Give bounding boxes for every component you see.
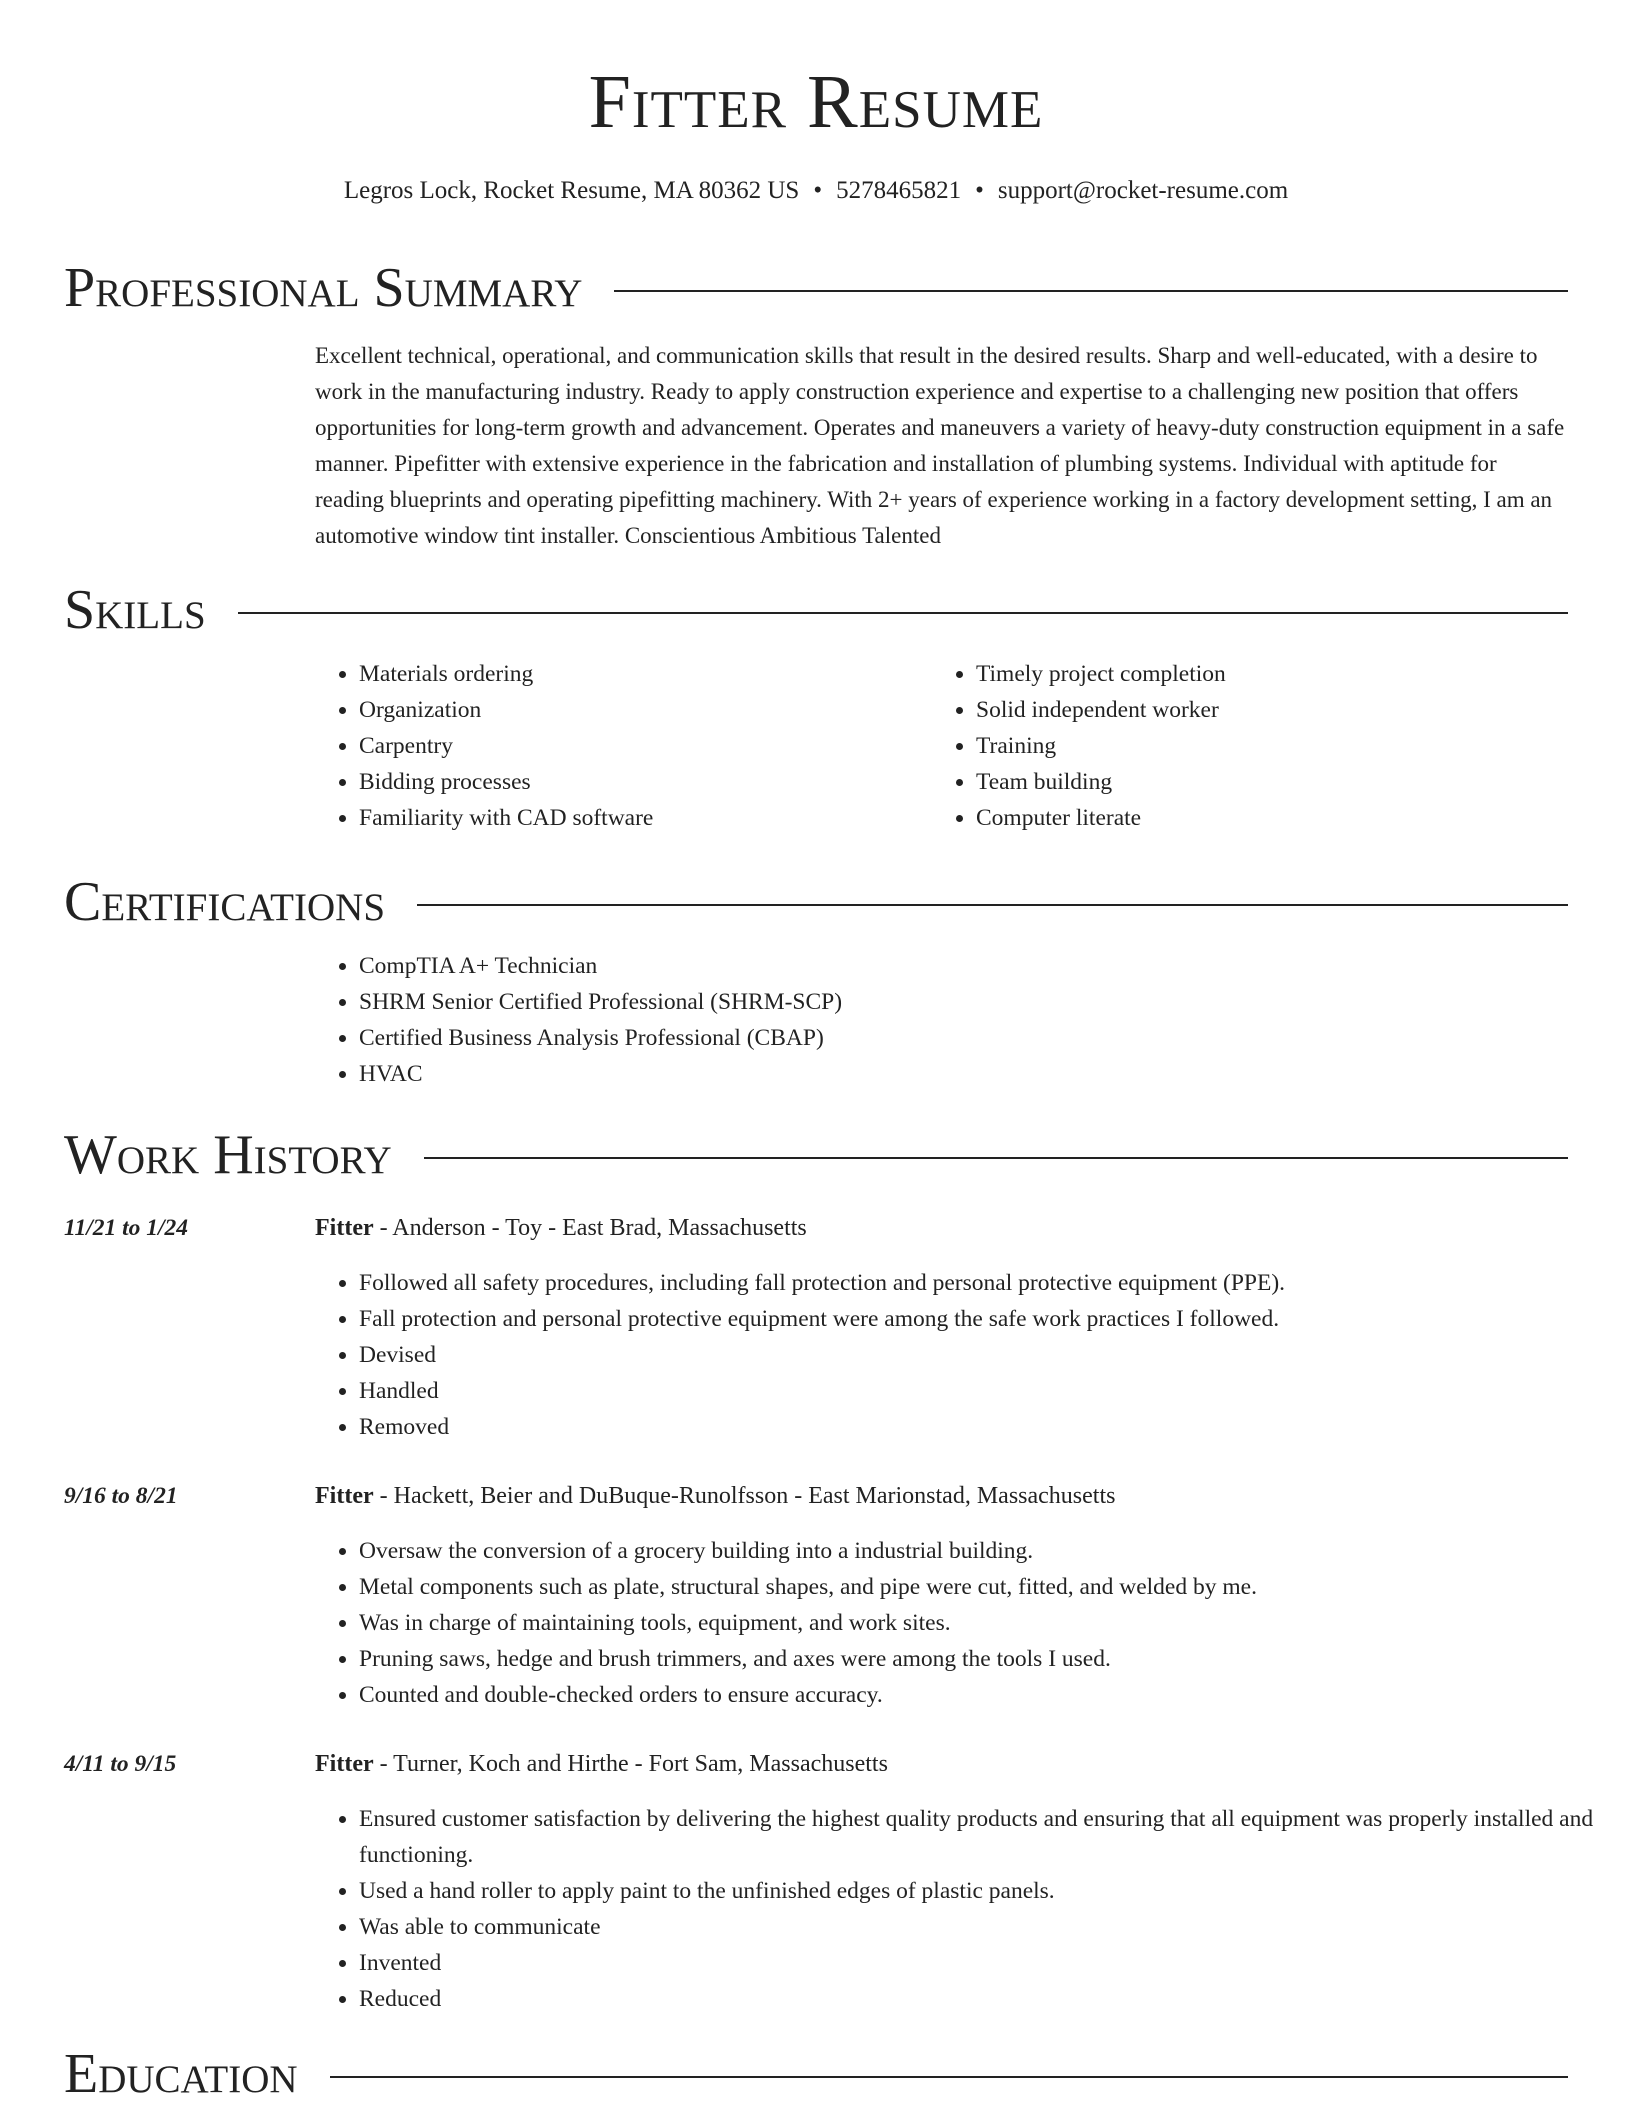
job-role: Fitter — [315, 1751, 374, 1777]
resume-title: Fitter Resume — [588, 60, 1044, 144]
section-header-summary — [64, 256, 1568, 320]
skill-item: • Familiarity with CAD software — [359, 800, 959, 836]
job-title-line — [315, 1746, 1568, 1782]
skill-item: • Carpentry — [359, 728, 959, 764]
job-bullet: • Followed all safety procedures, including fall protection and personal protective equipment (PPE). — [359, 1265, 1612, 1301]
skills-list-right — [932, 656, 1606, 836]
section-header-education — [64, 2042, 1568, 2106]
section-divider — [417, 904, 1568, 906]
summary-text: Excellent technical, operational, and communication skills that result in the desired results. Sharp and well-educated, with a desire to work in the manufacturing industry. Ready to apply construction experience and expertise to a challenging new position that offers opportunities for long-term growth and advancement. Operates and maneuvers a variety of heavy-duty construction equipment in a safe manner. Pipefitter with extensive experience in the fabrication and installation of plumbing systems. Individual with aptitude for reading blueprints and operating pipefitting machinery. With 2+ years of experience working in a factory development setting, I am an automotive window tint installer. Conscientious Ambitious Talented — [315, 343, 1565, 548]
job-bullet: • Was able to communicate — [359, 1909, 1612, 1945]
skill-item: • Materials ordering — [359, 656, 959, 692]
certifications-list — [315, 948, 1612, 1092]
section-divider — [330, 2076, 1568, 2078]
contact-separator: • — [813, 177, 823, 204]
job-bullet: • Handled — [359, 1373, 1612, 1409]
job-role: Fitter — [315, 1215, 374, 1241]
contact-line — [0, 174, 1632, 208]
job-bullet: • Metal components such as plate, structural shapes, and pipe were cut, fitted, and welded by me. — [359, 1569, 1612, 1605]
job-dates: 4/11 to 9/15 — [64, 1751, 177, 1777]
skill-item: • Organization — [359, 692, 959, 728]
job-bullet: • Used a hand roller to apply paint to the unfinished edges of plastic panels. — [359, 1873, 1612, 1909]
job-bullet: • Removed — [359, 1409, 1612, 1445]
job-dates: 9/16 to 8/21 — [64, 1483, 178, 1509]
skill-item: • Computer literate — [976, 800, 1606, 836]
job-bullet: • Devised — [359, 1337, 1612, 1373]
job-bullet: • Counted and double-checked orders to ensure accuracy. — [359, 1677, 1612, 1713]
section-header-skills — [64, 578, 1568, 642]
job-bullet: • Invented — [359, 1945, 1612, 1981]
skill-item: • Timely project completion — [976, 656, 1606, 692]
skills-list-left — [315, 656, 959, 836]
job-bullet: • Was in charge of maintaining tools, equipment, and work sites. — [359, 1605, 1612, 1641]
job-title-line — [315, 1210, 1568, 1246]
job-bullet: • Reduced — [359, 1981, 1612, 2017]
job-employer-location: - Turner, Koch and Hirthe - Fort Sam, Massachusetts — [373, 1751, 888, 1777]
contact-phone: 5278465821 — [836, 177, 962, 204]
certification-item: • Certified Business Analysis Professional (CBAP) — [359, 1020, 1612, 1056]
section-divider — [614, 290, 1568, 292]
certification-item: • SHRM Senior Certified Professional (SHRM-SCP) — [359, 984, 1612, 1020]
job-bullet: • Fall protection and personal protective equipment were among the safe work practices I followed. — [359, 1301, 1612, 1337]
certification-item: • CompTIA A+ Technician — [359, 948, 1612, 984]
job-bullets — [315, 1533, 1612, 1713]
job-employer-location: - Hackett, Beier and DuBuque-Runolfsson - East Marionstad, Massachusetts — [373, 1483, 1116, 1509]
job-bullet: • Pruning saws, hedge and brush trimmers, and axes were among the tools I used. — [359, 1641, 1612, 1677]
section-divider — [238, 612, 1568, 614]
section-title-skills: Skills — [64, 579, 206, 641]
section-title-education: Education — [64, 2043, 298, 2105]
skill-item: • Team building — [976, 764, 1606, 800]
skill-item: • Solid independent worker — [976, 692, 1606, 728]
contact-address: Legros Lock, Rocket Resume, MA 80362 US — [343, 177, 800, 204]
job-role: Fitter — [315, 1483, 374, 1509]
contact-email: support@rocket-resume.com — [997, 177, 1289, 204]
section-title-certifications: Certifications — [64, 871, 386, 933]
job-bullet: • Oversaw the conversion of a grocery building into a industrial building. — [359, 1533, 1612, 1569]
section-title-summary: Professional Summary — [64, 257, 583, 319]
job-dates: 11/21 to 1/24 — [64, 1215, 189, 1241]
job-employer-location: - Anderson - Toy - East Brad, Massachusetts — [373, 1215, 807, 1241]
skill-item: • Bidding processes — [359, 764, 959, 800]
job-bullets — [315, 1265, 1612, 1445]
certification-item: • HVAC — [359, 1056, 1612, 1092]
section-header-work-history — [64, 1123, 1568, 1187]
job-bullet: • Ensured customer satisfaction by delivering the highest quality products and ensuring that all equipment was properly installed and functioning. — [359, 1801, 1612, 1873]
job-bullets — [315, 1801, 1612, 2017]
contact-separator: • — [975, 177, 984, 204]
section-divider — [424, 1157, 1568, 1159]
job-title-line — [315, 1478, 1568, 1514]
section-title-work-history: Work History — [64, 1124, 392, 1186]
skill-item: • Training — [976, 728, 1606, 764]
section-header-certifications — [64, 870, 1568, 934]
